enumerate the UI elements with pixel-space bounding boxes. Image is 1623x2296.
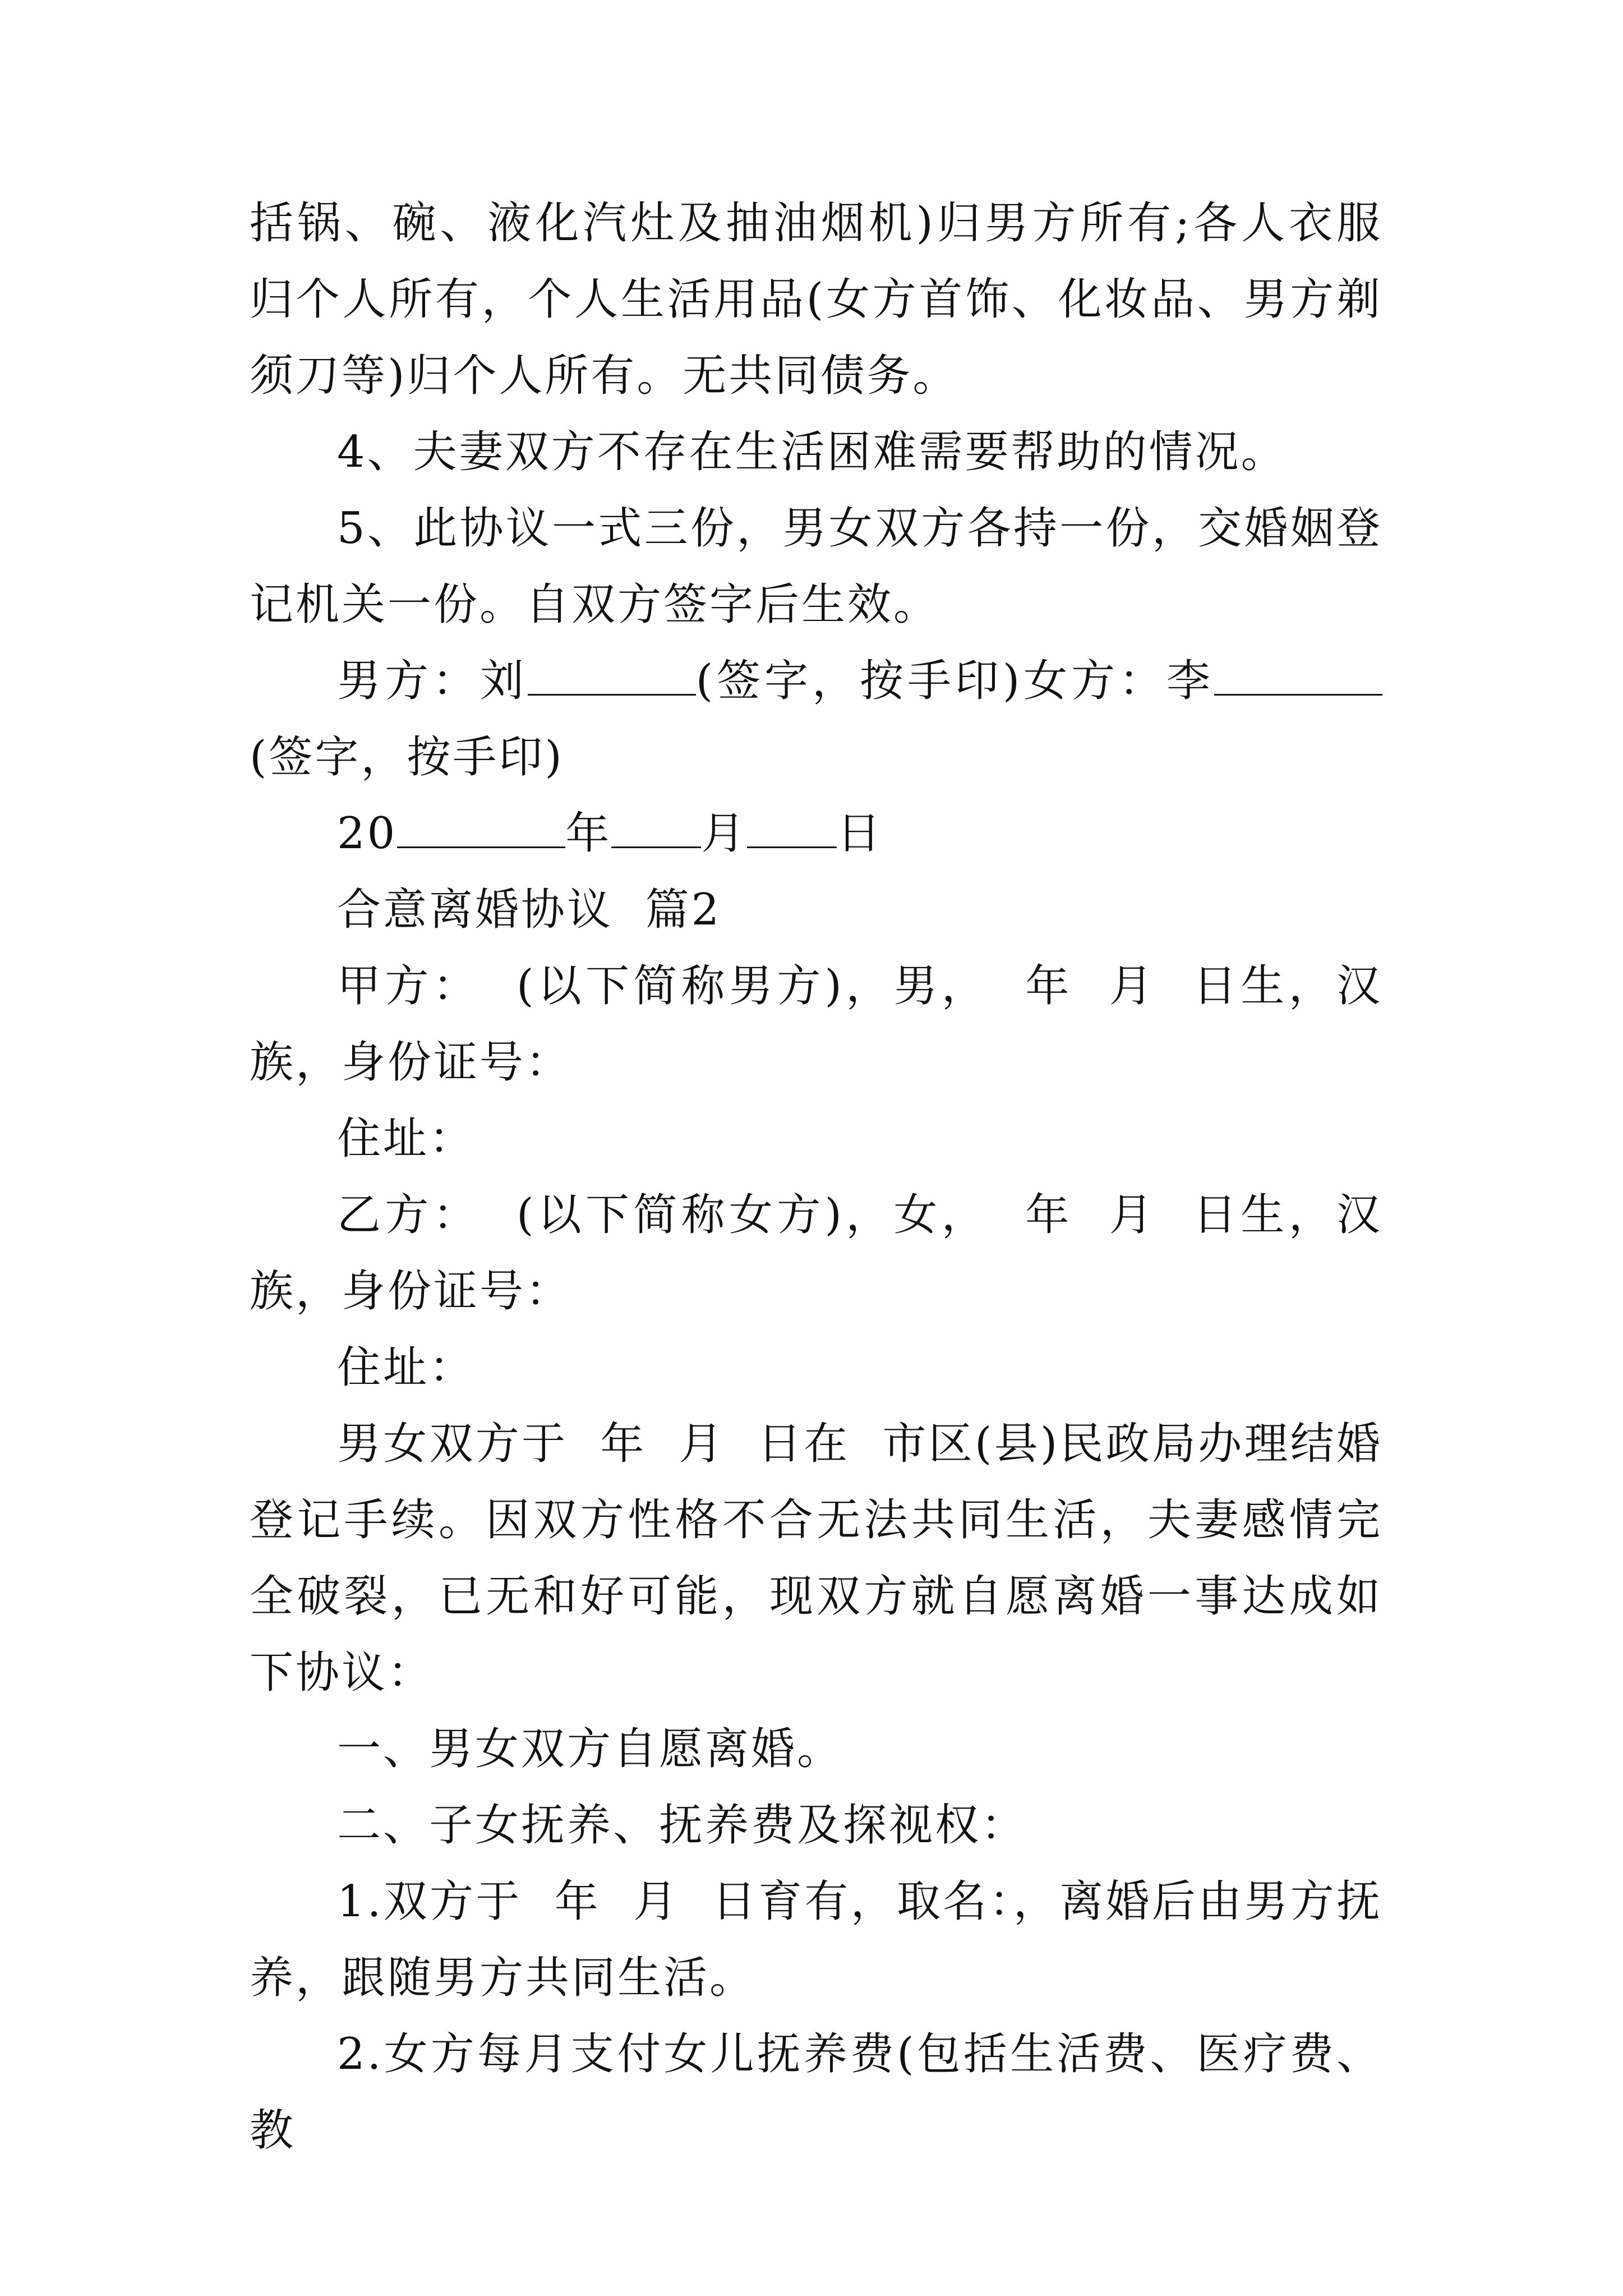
- female-signature-blank: [1214, 655, 1382, 696]
- date-year-label: 年: [565, 808, 612, 859]
- paragraph-clause-5: 5、此协议一式三份，男女双方各持一份，交婚姻登记机关一份。自双方签字后生效。: [250, 503, 1382, 630]
- party-b-address: 住址：: [337, 1342, 476, 1393]
- agreement-item-1: 一、男女双方自愿离婚。: [337, 1724, 843, 1774]
- agreement-item-2: 二、子女抚养、抚养费及探视权：: [337, 1800, 1027, 1851]
- male-signature-label: 男方：刘: [337, 656, 528, 706]
- male-signature-blank: [528, 655, 696, 696]
- month-blank: [611, 807, 701, 848]
- agreement-item-2-2: 2.女方每月支付女儿抚养费(包括生活费、医疗费、教: [250, 2029, 1382, 2156]
- marriage-statement: 男女双方于 年 月 日在 市区(县)民政局办理结婚登记手续。因双方性格不合无法共同生活，夫妻感情完全破裂，已无和好可能，现双方就自愿离婚一事达成如下协议：: [250, 1419, 1382, 1698]
- document-body: [250, 185, 1382, 2169]
- agreement-item-2-1: 1.双方于 年 月 日育有，取名：，离婚后由男方抚养，跟随男方共同生活。: [250, 1876, 1382, 2003]
- paragraph-property-division: 括锅、碗、液化汽灶及抽油烟机)归男方所有;各人衣服归个人所有，个人生活用品(女方首饰、化妆品、男方剃须刀等)归个人所有。无共同债务。: [250, 198, 1382, 401]
- signature-line: [250, 643, 1382, 795]
- date-prefix: 20: [337, 808, 398, 859]
- date-month-label: 月: [701, 808, 748, 859]
- paragraph-clause-4: 4、夫妻双方不存在生活困难需要帮助的情况。: [337, 427, 1287, 477]
- date-day-label: 日: [837, 808, 883, 859]
- section-heading: 合意离婚协议 篇2: [337, 885, 722, 935]
- party-a-info: 甲方： (以下简称男方)，男， 年 月 日生，汉族，身份证号：: [250, 961, 1382, 1088]
- signature-note: (签字，按手印): [250, 732, 564, 783]
- year-blank: [397, 807, 565, 848]
- party-b-info: 乙方： (以下简称女方)，女， 年 月 日生，汉族，身份证号：: [250, 1190, 1382, 1317]
- day-blank: [747, 807, 837, 848]
- date-line: [250, 795, 1382, 872]
- female-signature-label: (签字，按手印)女方：李: [695, 656, 1214, 706]
- party-a-address: 住址：: [337, 1114, 476, 1164]
